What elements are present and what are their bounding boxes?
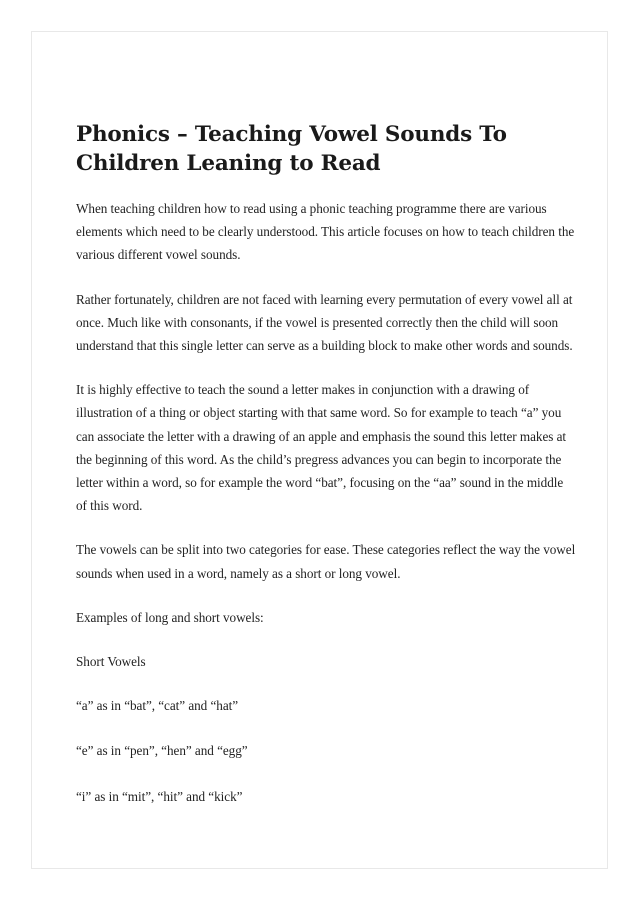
- paragraph-permutations: Rather fortunately, children are not faced with learning every permutation of every vowel all at once. Much like with consonants, if the vowel is presented correctly then the child will soon understand that this single letter can serve as a building block to make other words and sounds.: [76, 291, 573, 354]
- vowel-example-i: “i” as in “mit”, “hit” and “kick”: [76, 788, 243, 804]
- paragraph-categories: The vowels can be split into two categories for ease. These categories reflect the way the vowel sounds when used in a word, namely as a short or long vowel.: [76, 542, 576, 581]
- paragraph-examples-heading: Examples of long and short vowels:: [76, 609, 264, 625]
- title-line-2: Children Leaning to Read: [76, 151, 381, 176]
- document-body: [76, 120, 576, 829]
- document-page: [31, 31, 608, 869]
- paragraph-illustration: It is highly effective to teach the sound a letter makes in conjunction with a drawing of illustration of a thing or object starting with that same word. So for example to teach “a” you can associate the letter with a drawing of an apple and emphasis the sound this letter makes at the beginning of this word. As the child’s pregress advances you can begin to incorporate the letter within a word, so for example the word “bat”, focusing on the “aa” sound in the middle of this word.: [76, 382, 566, 514]
- vowel-example-e: “e” as in “pen”, “hen” and “egg”: [76, 743, 248, 759]
- title-line-1: Phonics – Teaching Vowel Sounds To: [76, 122, 507, 147]
- document-title: [76, 120, 576, 178]
- paragraph-intro: When teaching children how to read using a phonic teaching programme there are various elements which need to be clearly understood. This article focuses on how to teach children the various different vowel sounds.: [76, 201, 575, 263]
- short-vowels-label: Short Vowels: [76, 654, 146, 670]
- vowel-example-a: “a” as in “bat”, “cat” and “hat”: [76, 698, 239, 714]
